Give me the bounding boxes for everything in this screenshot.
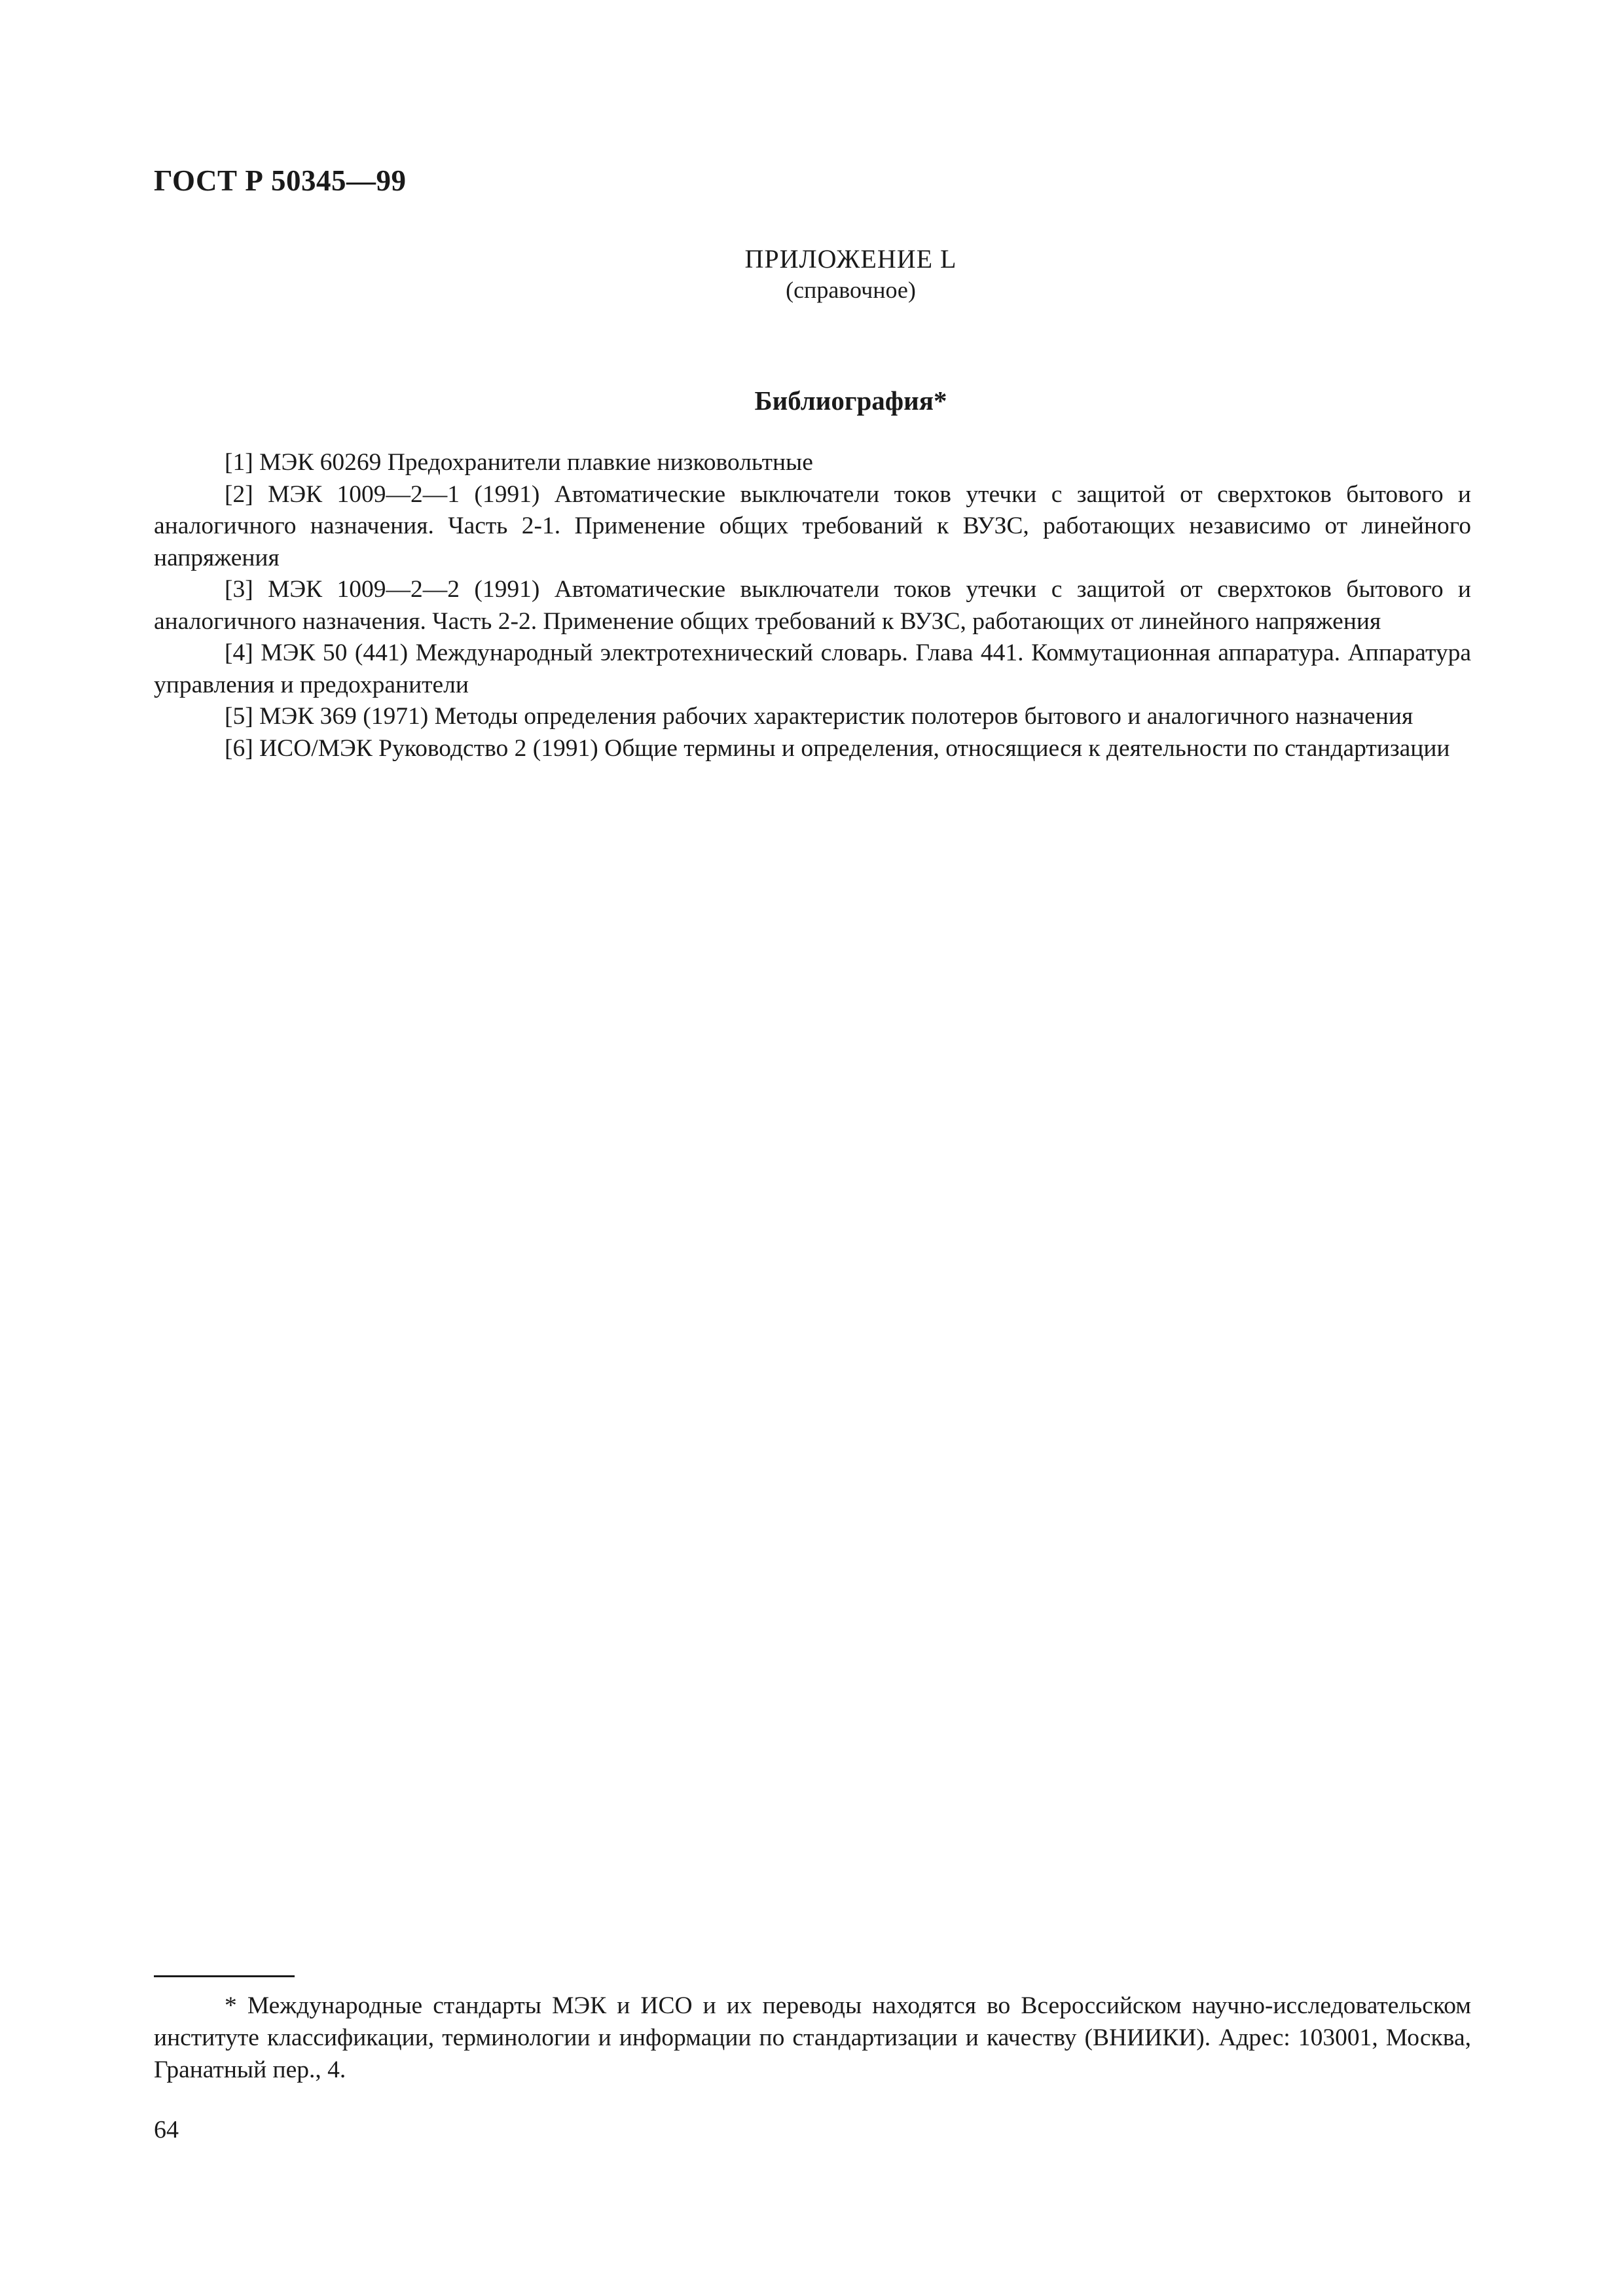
bibliography-item-1: [1] МЭК 60269 Предохранители плавкие низковольтные	[225, 449, 813, 476]
annex-heading	[0, 243, 1623, 305]
bibliography-item-5: [5] МЭК 369 (1971) Методы определения рабочих характеристик полотеров бытового и аналогичного назначения	[225, 703, 1413, 730]
annex-subtitle: (справочное)	[786, 277, 916, 303]
bibliography-item-6: [6] ИСО/МЭК Руководство 2 (1991) Общие термины и определения, относящиеся к деятельности по стандартизации	[225, 734, 1450, 762]
bibliography-item-3: [3] МЭК 1009—2—2 (1991) Автоматические выключатели токов утечки с защитой от сверхтоков бытового и аналогичного назначения. Часть 2-2. Применение общих требований к ВУЗС, работающих от линейного напряжения	[154, 576, 1471, 635]
bibliography-title: Библиография*	[754, 386, 947, 416]
annex-title: ПРИЛОЖЕНИЕ L	[744, 244, 957, 274]
bibliography-item-2: [2] МЭК 1009—2—1 (1991) Автоматические выключатели токов утечки с защитой от сверхтоков бытового и аналогичного назначения. Часть 2-1. Применение общих требований к ВУЗС, работающих независимо от линейного напряжения	[154, 480, 1471, 571]
footnote-divider	[154, 1975, 295, 1977]
document-code: ГОСТ Р 50345—99	[154, 164, 407, 197]
bibliography-list	[154, 447, 1471, 764]
bibliography-item-4: [4] МЭК 50 (441) Международный электротехнический словарь. Глава 441. Коммутационная аппаратура. Аппаратура управления и предохранители	[154, 639, 1471, 698]
footnote-text: * Международные стандарты МЭК и ИСО и их переводы находятся во Всероссийском научно-исследовательском институте классификации, терминологии и информации по стандартизации и качеству (ВНИИКИ). Адрес: 103001, Москва, Гранатный пер., 4.	[154, 1992, 1471, 2083]
page-number: 64	[154, 2116, 179, 2144]
